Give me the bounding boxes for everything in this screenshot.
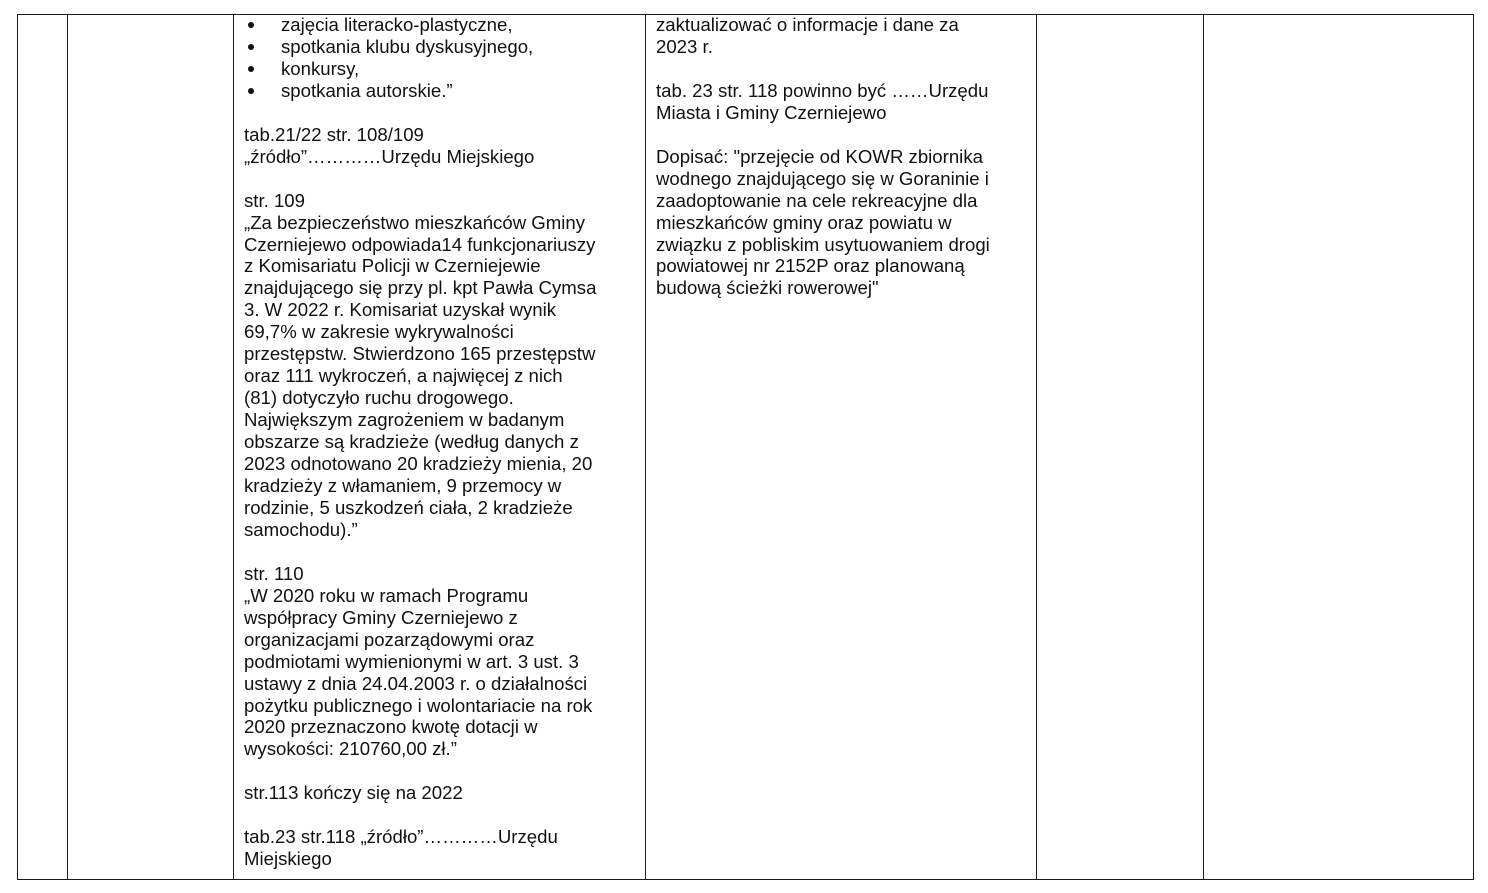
- table-column-border: [233, 14, 234, 880]
- text-paragraph: [244, 826, 639, 870]
- text-paragraph: [656, 80, 1031, 124]
- bullet-icon: [248, 44, 254, 50]
- table-column-border: [1203, 14, 1204, 880]
- text-line: Miejskiego: [244, 848, 332, 870]
- text-paragraph: [244, 782, 639, 804]
- paragraph-spacer: [244, 541, 639, 563]
- text-line: wysokości: 210760,00 zł.”: [244, 738, 457, 760]
- table-column-border: [1473, 14, 1474, 880]
- text-paragraph: [656, 14, 1031, 58]
- text-line: 69,7% w zakresie wykrywalności: [244, 321, 514, 343]
- bullet-text: spotkania klubu dyskusyjnego,: [281, 35, 534, 57]
- paragraph-spacer: [656, 58, 1031, 80]
- table-column-border: [17, 14, 18, 880]
- table-column-border: [645, 14, 646, 880]
- text-paragraph: [244, 563, 639, 761]
- bullet-item: [244, 58, 639, 80]
- text-line: tab.23 str.118 „źródło”…………Urzędu: [244, 826, 558, 848]
- bullet-item: [244, 36, 639, 58]
- text-line: tab. 23 str. 118 powinno być ……Urzędu: [656, 79, 989, 101]
- text-paragraph: [244, 124, 639, 168]
- text-line: str.113 kończy się na 2022: [244, 782, 463, 804]
- text-line: str. 109: [244, 189, 305, 211]
- text-line: znajdującego się przy pl. kpt Pawła Cymsa: [244, 277, 597, 299]
- text-line: podmiotami wymienionymi w art. 3 ust. 3: [244, 650, 579, 672]
- text-line: Miasta i Gminy Czerniejewo: [656, 101, 887, 123]
- text-line: Największym zagrożeniem w badanym: [244, 409, 565, 431]
- text-line: 2023 r.: [656, 35, 713, 57]
- paragraph-spacer: [244, 102, 639, 124]
- text-line: „źródło”…………Urzędu Miejskiego: [244, 145, 535, 167]
- text-line: 2020 przeznaczono kwotę dotacji w: [244, 716, 538, 738]
- text-line: związku z pobliskim usytuowaniem drogi: [656, 233, 990, 255]
- text-line: tab.21/22 str. 108/109: [244, 123, 424, 145]
- text-line: 2023 odnotowano 20 kradzieży mienia, 20: [244, 453, 593, 475]
- table-column-border: [67, 14, 68, 880]
- bullet-item: [244, 14, 639, 36]
- activity-bullet-list: [244, 14, 639, 102]
- text-line: samochodu).”: [244, 518, 358, 540]
- text-line: ustawy z dnia 24.04.2003 r. o działalności: [244, 672, 588, 694]
- table-bottom-border: [17, 879, 1474, 880]
- paragraph-spacer: [244, 804, 639, 826]
- text-line: pożytku publicznego i wolontariacie na rok: [244, 694, 593, 716]
- text-line: str. 110: [244, 562, 304, 584]
- text-line: „Za bezpieczeństwo mieszkańców Gminy: [244, 211, 586, 233]
- text-line: oraz 111 wykroczeń, a najwięcej z nich: [244, 365, 563, 387]
- text-line: Czerniejewo odpowiada14 funkcjonariuszy: [244, 233, 596, 255]
- paragraph-spacer: [244, 168, 639, 190]
- text-line: organizacjami pozarządowymi oraz: [244, 628, 535, 650]
- text-line: zaktualizować o informacje i dane za: [656, 14, 959, 35]
- comment-content-cell: [244, 14, 639, 870]
- bullet-text: zajęcia literacko-plastyczne,: [281, 14, 513, 35]
- text-line: 3. W 2022 r. Komisariat uzyskał wynik: [244, 299, 557, 321]
- bullet-text: konkursy,: [281, 57, 360, 79]
- text-line: przestępstw. Stwierdzono 165 przestępstw: [244, 343, 596, 365]
- text-line: zaadoptowanie na cele rekreacyjne dla: [656, 189, 978, 211]
- text-line: „W 2020 roku w ramach Programu: [244, 584, 529, 606]
- text-line: mieszkańców gminy oraz powiatu w: [656, 211, 952, 233]
- text-line: (81) dotyczyło ruchu drogowego.: [244, 387, 514, 409]
- text-line: Dopisać: "przejęcie od KOWR zbiornika: [656, 145, 983, 167]
- text-paragraph: [244, 190, 639, 541]
- bullet-text: spotkania autorskie.”: [281, 79, 453, 101]
- text-line: powiatowej nr 2152P oraz planowaną: [656, 255, 965, 277]
- text-paragraph: [656, 146, 1031, 300]
- text-line: współpracy Gminy Czerniejewo z: [244, 606, 518, 628]
- text-line: z Komisariatu Policji w Czerniejewie: [244, 255, 541, 277]
- text-line: wodnego znajdującego się w Goraninie i: [656, 167, 989, 189]
- bullet-icon: [248, 88, 254, 94]
- bullet-icon: [248, 22, 254, 28]
- bullet-item: [244, 80, 639, 102]
- text-line: rodzinie, 5 uszkodzeń ciała, 2 kradzieże: [244, 496, 573, 518]
- bullet-icon: [248, 66, 254, 72]
- proposal-content-cell: [656, 14, 1031, 299]
- table-column-border: [1036, 14, 1037, 880]
- text-line: obszarze są kradzieże (według danych z: [244, 431, 579, 453]
- text-line: kradzieży z włamaniem, 9 przemocy w: [244, 474, 562, 496]
- text-line: budową ścieżki rowerowej": [656, 277, 879, 299]
- paragraph-spacer: [244, 760, 639, 782]
- paragraph-spacer: [656, 124, 1031, 146]
